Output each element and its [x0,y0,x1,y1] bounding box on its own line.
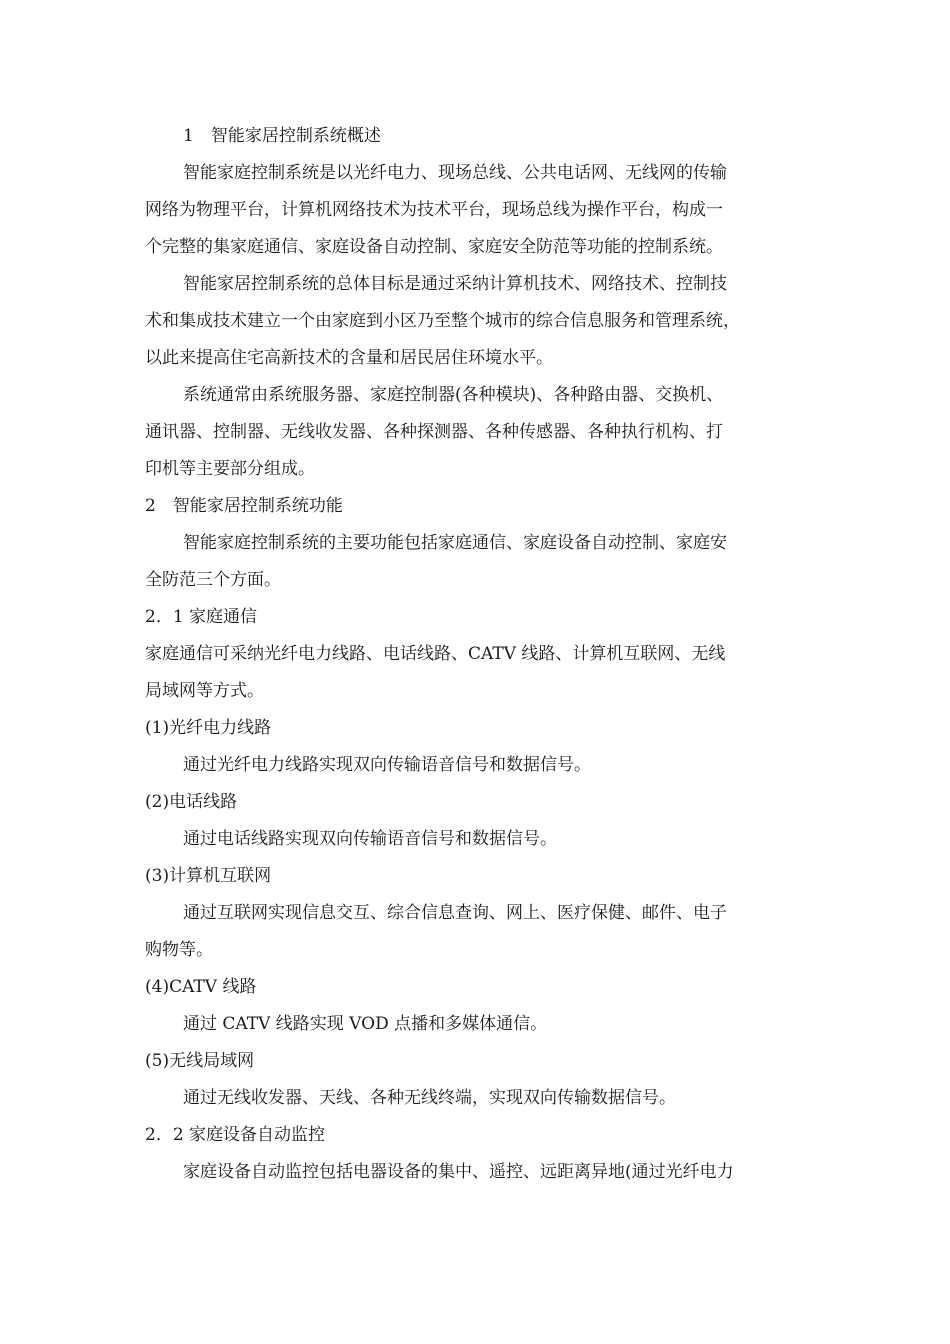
text-line: 通讯器、控制器、无线收发器、各种探测器、各种传感器、各种执行机构、打 [145,422,723,442]
text-line: 2 智能家居控制系统功能 [145,496,343,516]
text-line: 家庭设备自动监控包括电器设备的集中、遥控、远距离异地(通过光纤电力 [183,1162,734,1182]
text-line: 以此来提高住宅高新技术的含量和居民居住环境水平。 [145,348,553,368]
text-line: 智能家庭控制系统的主要功能包括家庭通信、家庭设备自动控制、家庭安 [183,533,727,553]
text-line: 2．2 家庭设备自动监控 [145,1125,326,1145]
text-line: 印机等主要部分组成。 [145,459,315,479]
text-line: (3)计算机互联网 [145,866,272,886]
text-line: 通过电话线路实现双向传输语音信号和数据信号。 [183,829,557,849]
text-line: 通过互联网实现信息交互、综合信息查询、网上、医疗保健、邮件、电子 [183,903,727,923]
text-line: 购物等。 [145,940,213,960]
text-line: 通过 CATV 线路实现 VOD 点播和多媒体通信。 [183,1014,548,1034]
text-line: 智能家居控制系统的总体目标是通过采纳计算机技术、网络技术、控制技 [183,274,727,294]
text-line: 网络为物理平台，计算机网络技术为技术平台，现场总线为操作平台，构成一 [145,200,723,220]
text-line: 通过光纤电力线路实现双向传输语音信号和数据信号。 [183,755,591,775]
document-body [145,118,817,1191]
text-line: 1 智能家居控制系统概述 [183,126,381,146]
text-line: 2．1 家庭通信 [145,607,258,627]
text-line: 通过无线收发器、天线、各种无线终端，实现双向传输数据信号。 [183,1088,676,1108]
text-line: 家庭通信可采纳光纤电力线路、电话线路、CATV 线路、计算机互联网、无线 [145,644,726,664]
text-line: 智能家庭控制系统是以光纤电力、现场总线、公共电话网、无线网的传输 [183,163,727,183]
text-line: 个完整的集家庭通信、家庭设备自动控制、家庭安全防范等功能的控制系统。 [145,237,723,257]
text-line: (2)电话线路 [145,792,238,812]
text-line: 局域网等方式。 [145,681,264,701]
text-line: (5)无线局域网 [145,1051,255,1071]
text-line: 全防范三个方面。 [145,570,281,590]
text-line: 系统通常由系统服务器、家庭控制器(各种模块)、各种路由器、交换机、 [183,385,724,405]
text-line: 术和集成技术建立一个由家庭到小区乃至整个城市的综合信息服务和管理系统， [145,311,740,331]
text-line: (1)光纤电力线路 [145,718,272,738]
text-line: (4)CATV 线路 [145,977,257,997]
